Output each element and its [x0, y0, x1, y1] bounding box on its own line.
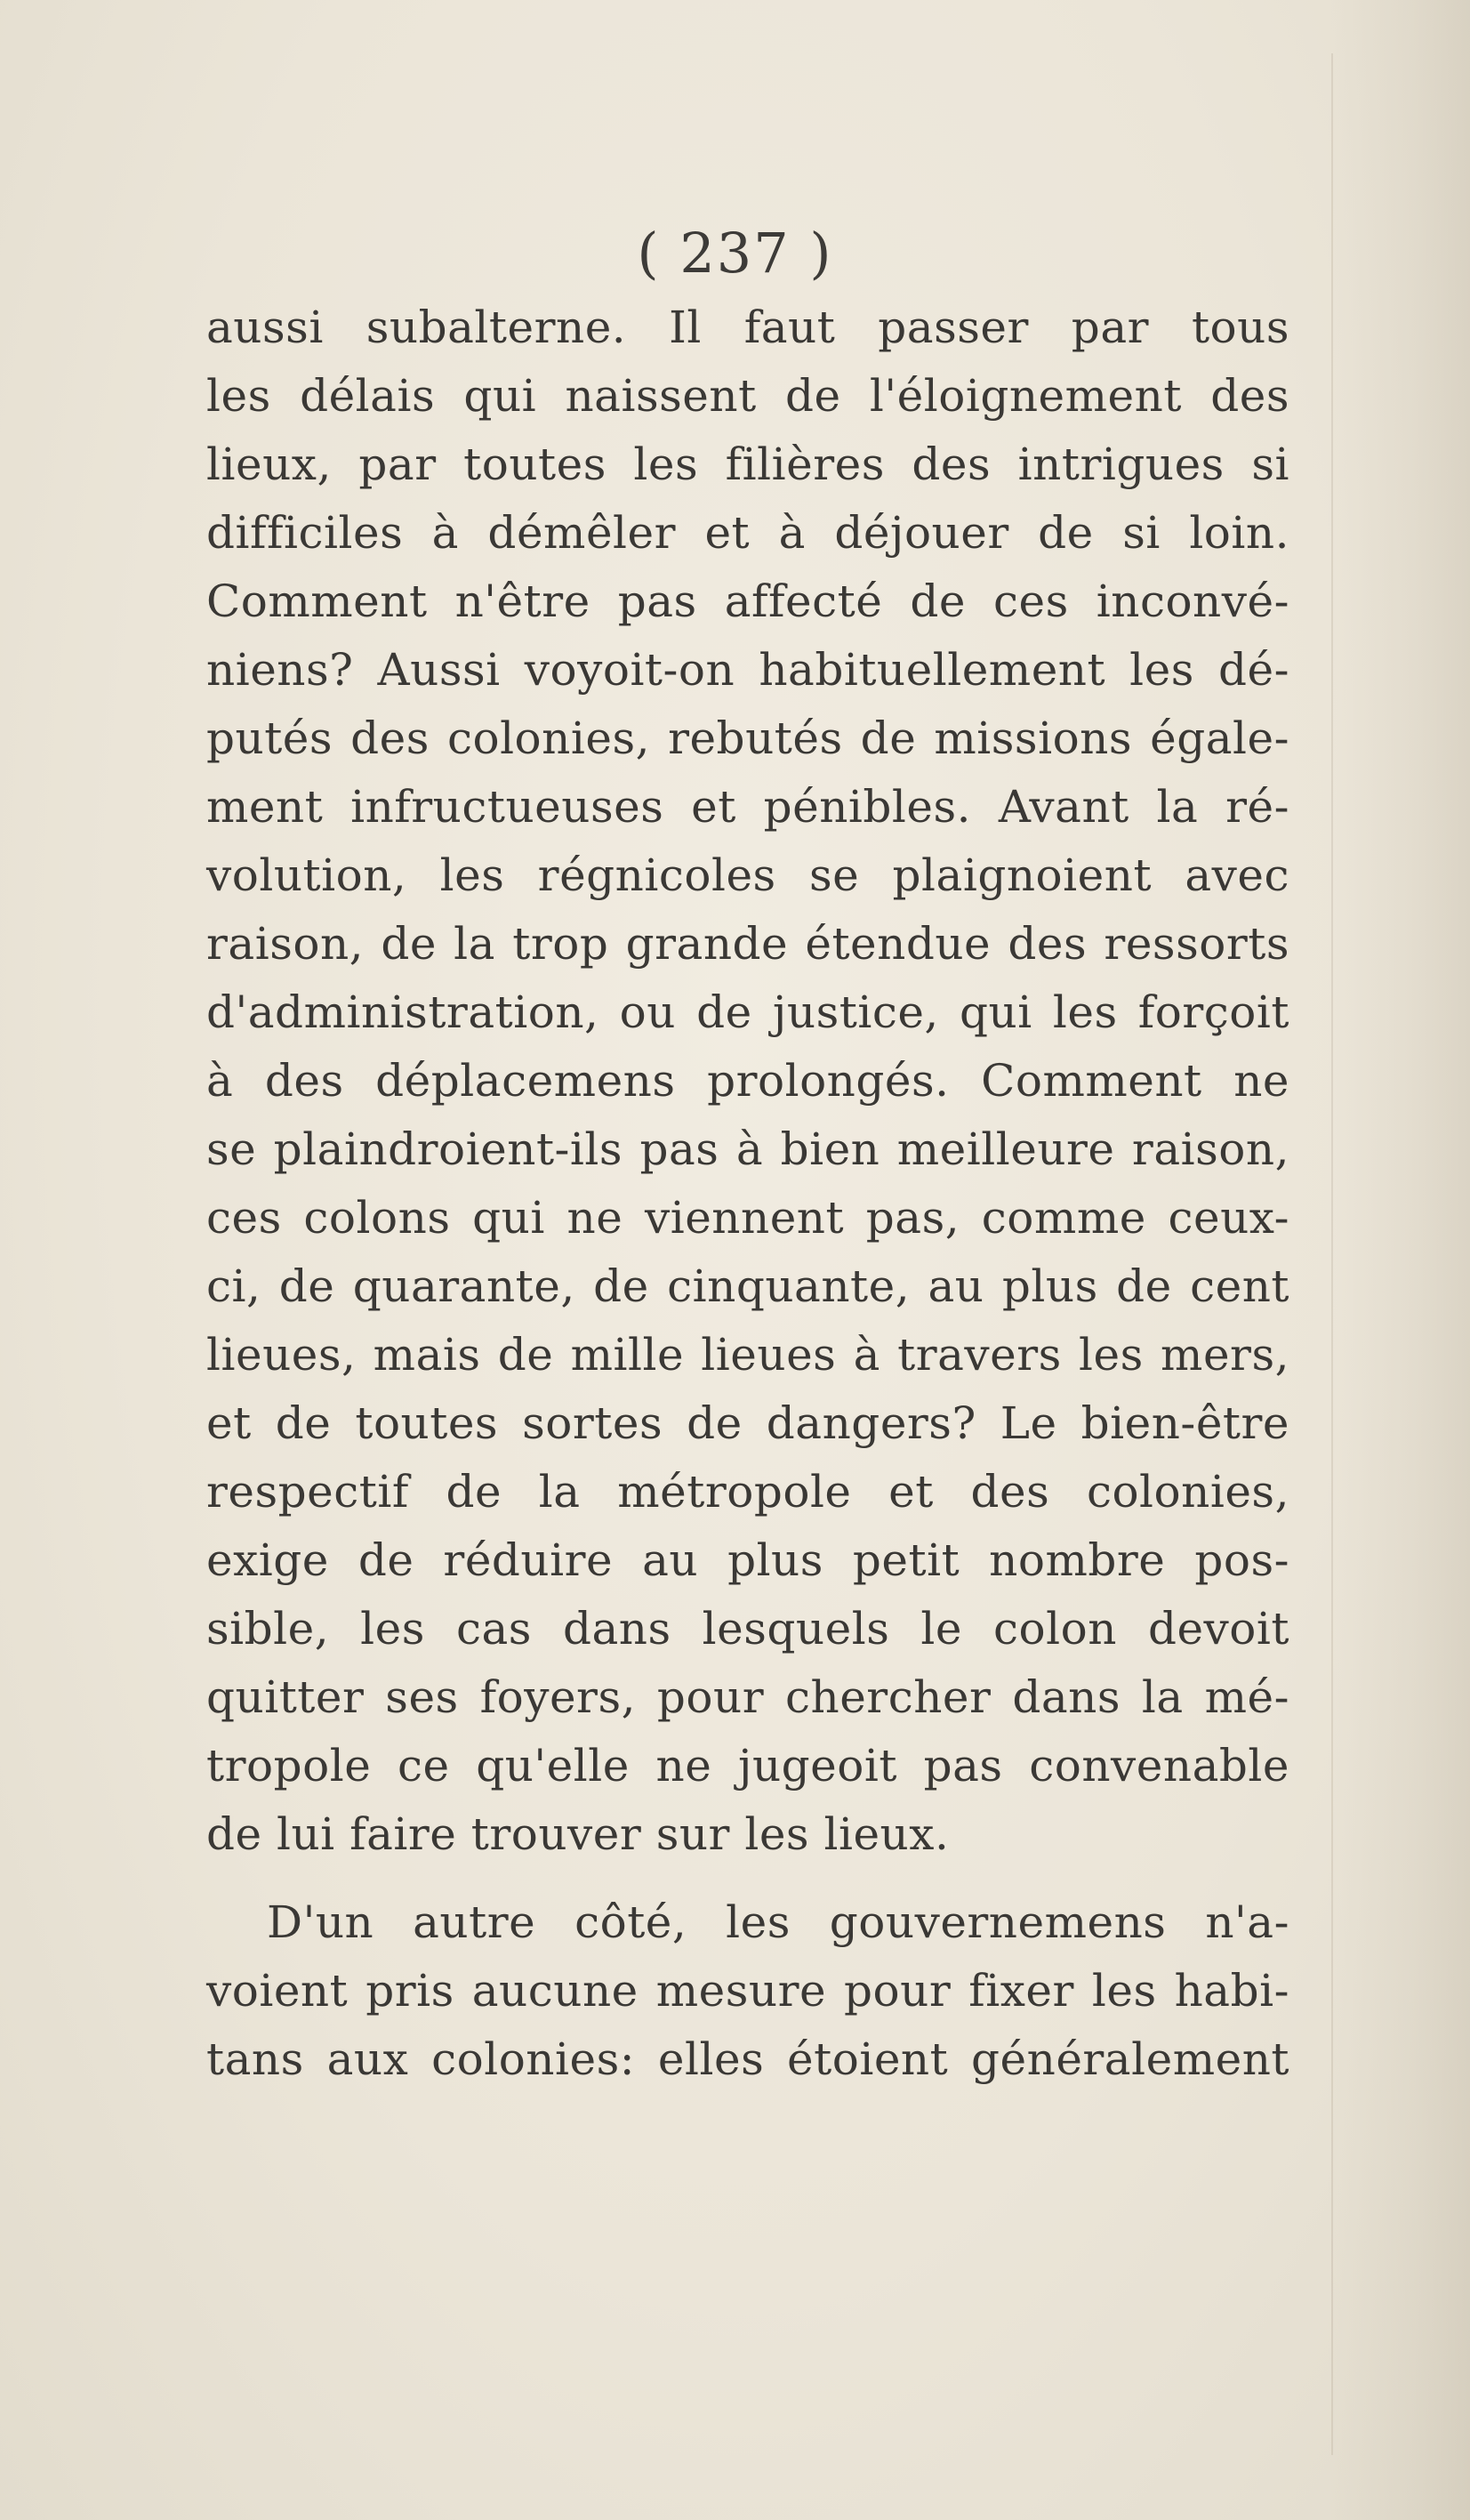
text-line: tans aux colonies: elles étoient généralement — [206, 2033, 1289, 2085]
text-line: ci, de quarante, de cinquante, au plus de cent — [206, 1260, 1289, 1312]
page-number: ( 237 ) — [637, 221, 833, 286]
text-line: aussi subalterne. Il faut passer par tous — [206, 302, 1289, 353]
text-line: se plaindroient-ils pas à bien meilleure raison, — [206, 1123, 1289, 1175]
text-line: de lui faire trouver sur les lieux. — [206, 1808, 950, 1860]
text-line: les délais qui naissent de l'éloignement des — [206, 370, 1289, 422]
text-line: raison, de la trop grande étendue des ressorts — [206, 918, 1289, 970]
page-fold-line — [1331, 53, 1333, 2455]
text-line: volution, les régnicoles se plaignoient avec — [206, 849, 1289, 901]
text-line: lieues, mais de mille lieues à travers les mers, — [206, 1329, 1289, 1381]
text-line: ces colons qui ne viennent pas, comme ceux- — [206, 1192, 1289, 1244]
text-line: respectif de la métropole et des colonies, — [206, 1466, 1289, 1518]
paragraph-1 — [206, 294, 1289, 1869]
text-line: d'administration, ou de justice, qui les forçoit — [206, 986, 1289, 1038]
text-line: D'un autre côté, les gouvernemens n'a- — [267, 1896, 1289, 1948]
text-line: putés des colonies, rebutés de missions égale- — [206, 713, 1289, 764]
body-text — [206, 294, 1289, 2094]
text-line: difficiles à démêler et à déjouer de si loin. — [206, 507, 1289, 559]
text-line: Comment n'être pas affecté de ces inconvé- — [206, 576, 1289, 627]
text-line: lieux, par toutes les filières des intrigues si — [206, 439, 1289, 490]
text-line: et de toutes sortes de dangers? Le bien-être — [206, 1397, 1289, 1449]
text-line: à des déplacemens prolongés. Comment ne — [206, 1055, 1289, 1107]
text-line: tropole ce qu'elle ne jugeoit pas convenable — [206, 1740, 1289, 1791]
page-edge-shadow — [1328, 0, 1470, 2520]
text-line: sible, les cas dans lesquels le colon devoit — [206, 1603, 1289, 1655]
text-line: ment infructueuses et pénibles. Avant la ré- — [206, 781, 1289, 833]
text-line: quitter ses foyers, pour chercher dans la mé- — [206, 1671, 1289, 1723]
text-line: voient pris aucune mesure pour fixer les habi- — [206, 1965, 1289, 2017]
paragraph-2 — [206, 1888, 1289, 2094]
text-line: exige de réduire au plus petit nombre pos- — [206, 1534, 1289, 1586]
text-line: niens? Aussi voyoit-on habituellement les dé- — [206, 644, 1289, 696]
